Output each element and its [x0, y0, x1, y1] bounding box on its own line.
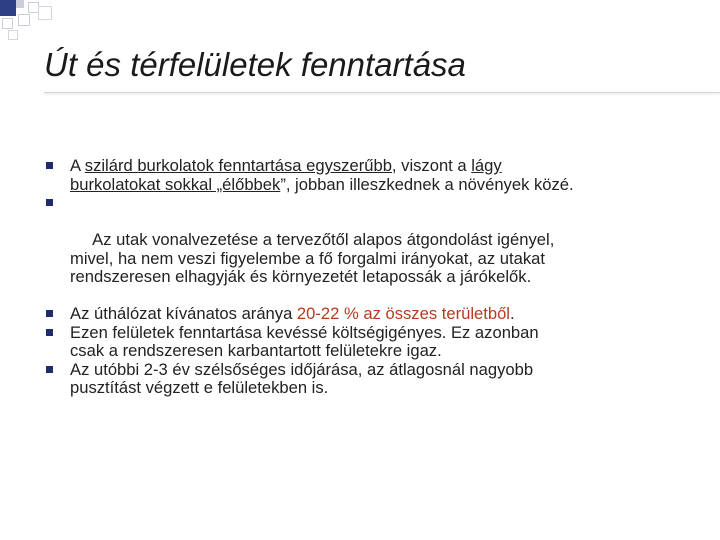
slide-title: Út és térfelületek fenntartása	[44, 46, 466, 83]
bullet-marker	[46, 310, 53, 317]
title-divider	[44, 92, 720, 93]
underlined-text: szilárd burkolatok fenntartása egyszerűbb	[84, 156, 392, 175]
decor-square	[2, 18, 13, 29]
bullet-line: Ezen felületek fenntartása kevéssé költségigényes. Ez azonban	[70, 322, 539, 342]
highlighted-text: 20-22 % az összes területből	[296, 304, 510, 323]
bullet-text-pre: A	[70, 156, 85, 175]
bullet-text-post: .	[510, 304, 515, 323]
decor-square	[16, 0, 24, 8]
bullet-text-mid: , viszont a	[391, 156, 472, 175]
bullet-marker	[46, 199, 53, 206]
bullet-text-post: ”, jobban illeszkednek a növények közé.	[280, 174, 574, 194]
bullet-line: Az utóbbi 2-3 év szélsőséges időjárása, az átlagosnál nagyobb	[70, 359, 534, 379]
bullet-line: csak a rendszeresen karbantartott felületekre igaz.	[70, 341, 442, 360]
bullet-line: pusztítást végzett e felületekben is.	[70, 378, 329, 397]
bullet-marker	[46, 366, 53, 373]
bullet-item	[46, 361, 706, 398]
bullet-marker	[46, 329, 53, 336]
bullet-text-pre: Az úthálózat kívánatos aránya	[70, 304, 297, 323]
decor-square	[38, 6, 52, 20]
bullet-line: mivel, ha nem veszi figyelembe a fő forgalmi irányokat, az utakat	[70, 248, 545, 268]
bullet-item	[46, 305, 706, 324]
bullet-list	[46, 157, 706, 398]
bullet-item	[46, 157, 706, 194]
bullet-line: Az utak vonalvezetése a tervezőtől alapos átgondolást igényel,	[88, 230, 555, 249]
decor-square	[18, 14, 30, 26]
bullet-item	[46, 194, 706, 305]
decor-square	[0, 0, 16, 16]
decor-square	[8, 30, 18, 40]
bullet-marker	[46, 162, 53, 169]
underlined-text: burkolatokat sokkal „élőbbek	[70, 174, 281, 194]
bullet-line: rendszeresen elhagyják és környezetét letapossák a járókelők.	[70, 267, 532, 286]
bullet-item	[46, 324, 706, 361]
underlined-text: lágy	[471, 156, 502, 175]
